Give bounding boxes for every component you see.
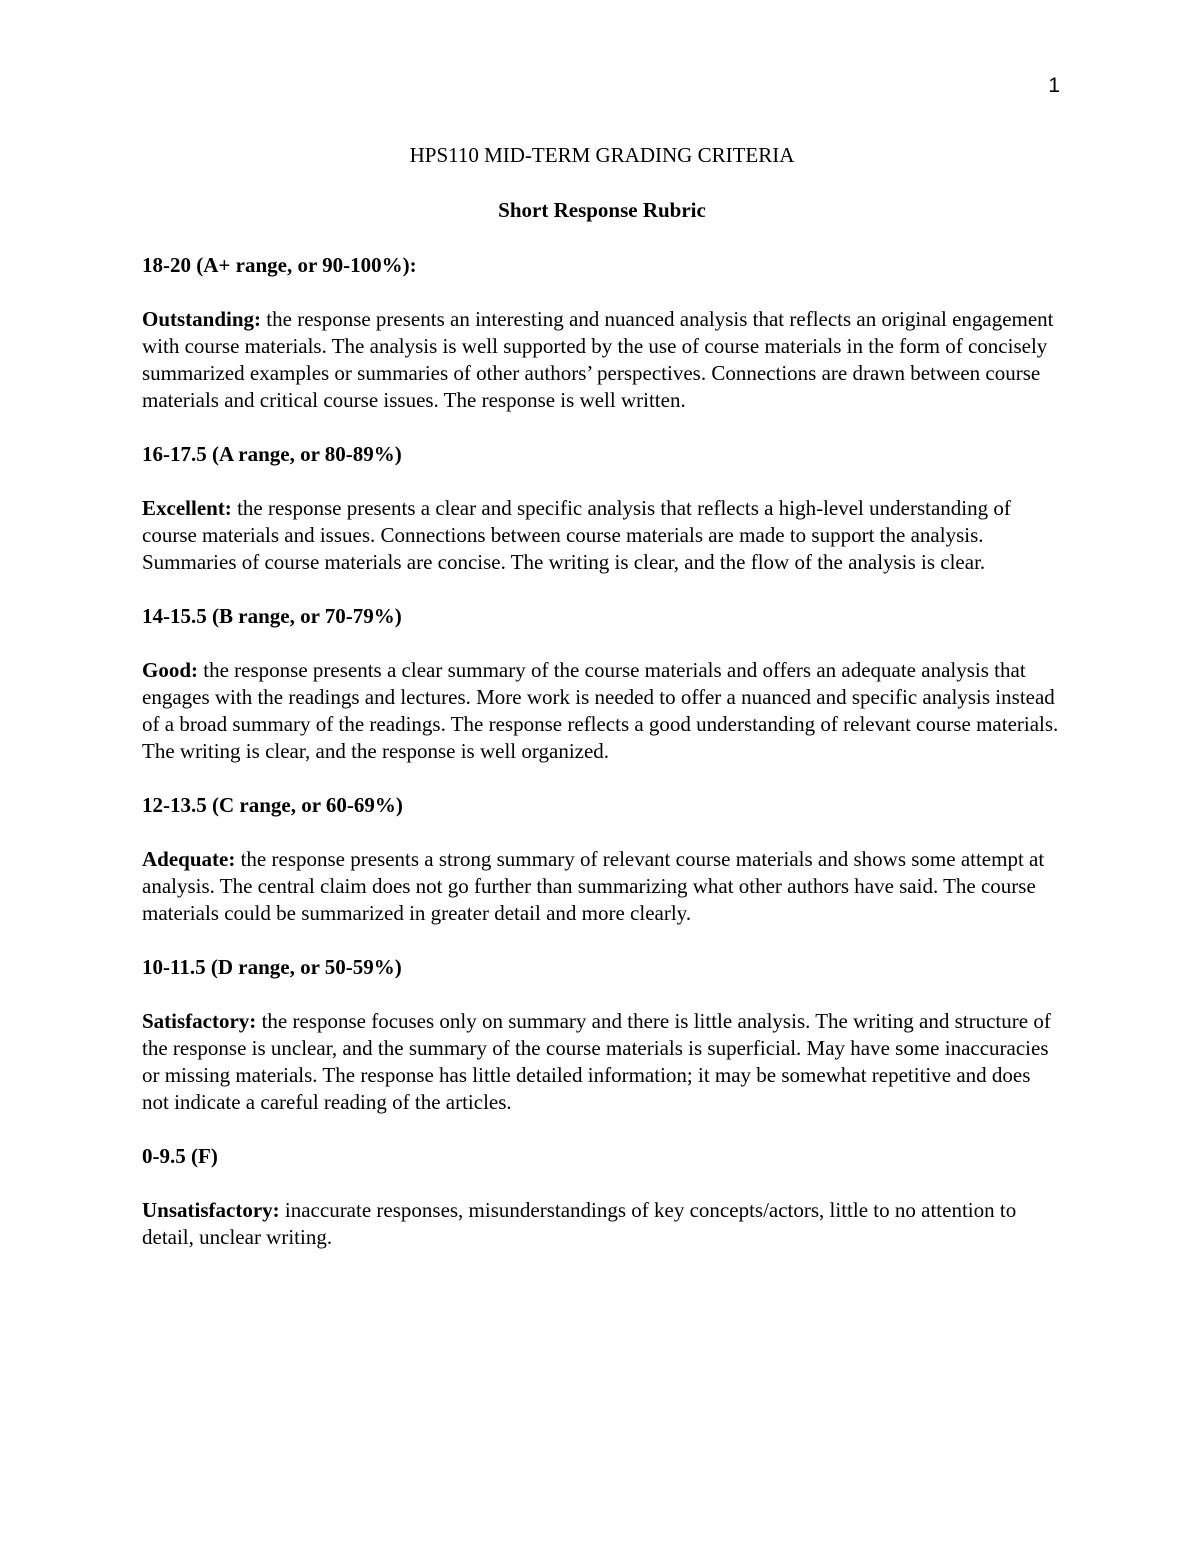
document-body (142, 142, 1062, 1278)
grade-label: Adequate: (142, 847, 236, 871)
grade-heading: 14-15.5 (B range, or 70-79%) (142, 604, 402, 628)
grade-description (142, 306, 1062, 414)
grade-section-d (142, 954, 1062, 1116)
grade-heading: 0-9.5 (F) (142, 1144, 218, 1168)
grade-section-c (142, 792, 1062, 927)
grade-section-f (142, 1143, 1062, 1251)
grade-section-b (142, 603, 1062, 765)
grade-text: the response presents a strong summary of relevant course materials and shows some attempt at analysis. The central claim does not go further than summarizing what other authors have said. The course materials could be summarized in greater detail and more clearly. (142, 847, 1045, 925)
document-subtitle: Short Response Rubric (498, 198, 706, 222)
grade-heading: 10-11.5 (D range, or 50-59%) (142, 955, 402, 979)
grade-text: the response focuses only on summary and there is little analysis. The writing and structure of the response is unclear, and the summary of the course materials is superficial. May have some inaccuracies or missing materials. The response has little detailed information; it may be somewhat repetitive and does not indicate a careful reading of the articles. (142, 1009, 1051, 1114)
grade-label: Satisfactory: (142, 1009, 257, 1033)
grade-heading: 18-20 (A+ range, or 90-100%): (142, 253, 417, 277)
grade-description (142, 1197, 1062, 1251)
grade-description (142, 495, 1062, 576)
grade-text: the response presents an interesting and nuanced analysis that reflects an original engagement with course materials. The analysis is well supported by the use of course materials in the form of concisely summarized examples or summaries of other authors’ perspectives. Connections are drawn between course materials and critical course issues. The response is well written. (142, 307, 1054, 412)
grade-description (142, 1008, 1062, 1116)
grade-label: Excellent: (142, 496, 232, 520)
grade-label: Unsatisfactory: (142, 1198, 280, 1222)
document-title: HPS110 MID-TERM GRADING CRITERIA (409, 143, 795, 167)
grade-label: Outstanding: (142, 307, 262, 331)
grade-description (142, 846, 1062, 927)
grade-heading: 16-17.5 (A range, or 80-89%) (142, 442, 402, 466)
grade-section-a (142, 441, 1062, 576)
page-number: 1 (1048, 74, 1060, 97)
grade-label: Good: (142, 658, 199, 682)
grade-text: the response presents a clear summary of the course materials and offers an adequate analysis that engages with the readings and lectures. More work is needed to offer a nuanced and specific analysis instead of a broad summary of the readings. The response reflects a good understanding of relevant course materials. The writing is clear, and the response is well organized. (142, 658, 1059, 763)
grade-text: inaccurate responses, misunderstandings of key concepts/actors, little to no attention to detail, unclear writing. (142, 1198, 1017, 1249)
grade-section-a-plus (142, 252, 1062, 414)
grade-text: the response presents a clear and specific analysis that reflects a high-level understanding of course materials and issues. Connections between course materials are made to support the analysis. Summaries of course materials are concise. The writing is clear, and the flow of the analysis is clear. (142, 496, 1011, 574)
grade-heading: 12-13.5 (C range, or 60-69%) (142, 793, 403, 817)
grade-description (142, 657, 1062, 765)
